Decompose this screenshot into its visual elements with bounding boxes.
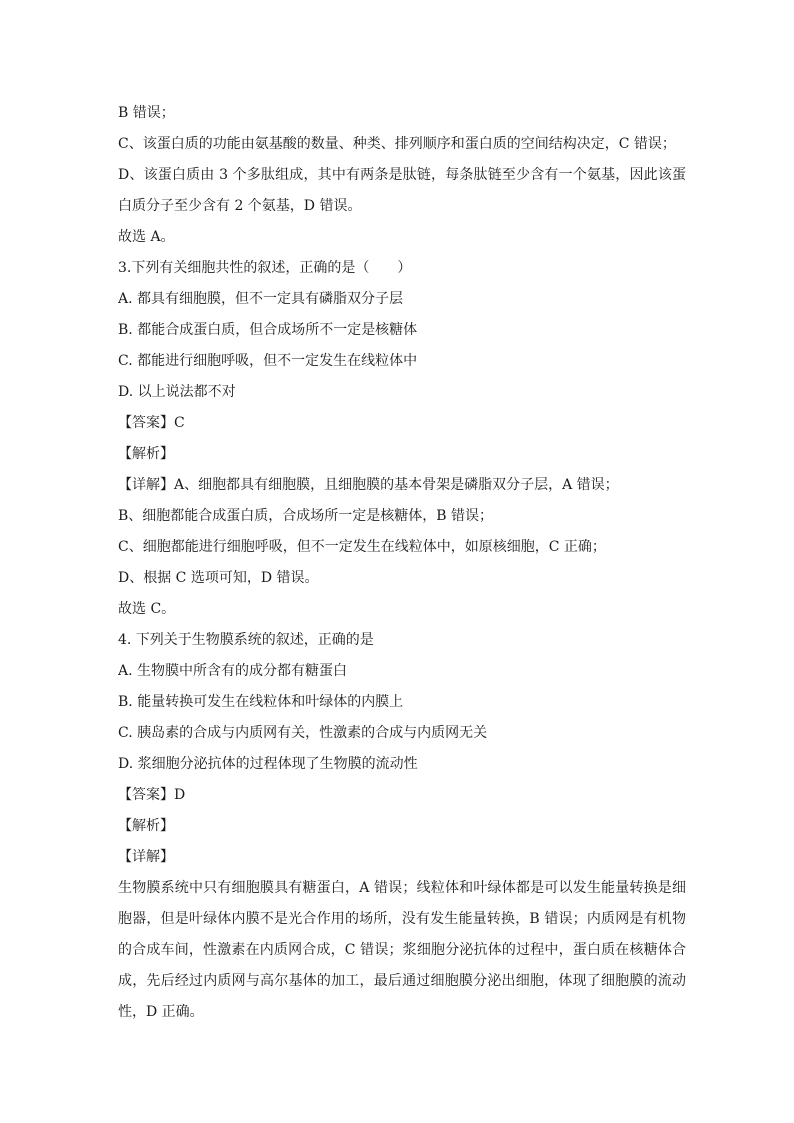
question-3-detail-line: C、细胞都能进行细胞呼吸，但不一定发生在线粒体中，如原核细胞，C 正确； bbox=[118, 539, 606, 555]
question-3-detail-line: 【详解】A、细胞都具有细胞膜，且细胞膜的基本骨架是磷脂双分子层，A 错误； bbox=[118, 477, 619, 493]
text-paragraph: D、该蛋白质由 3 个多肽组成，其中有两条是肽链，每条肽链至少含有一个氨基，因此该蛋白质分子至少含有 2 个氨基，D 错误。 bbox=[118, 167, 686, 214]
question-3-stem: 3.下列有关细胞共性的叙述，正确的是（ ） bbox=[118, 260, 412, 276]
text-line: C、该蛋白质的功能由氨基酸的数量、种类、排列顺序和蛋白质的空间结构决定，C 错误； bbox=[118, 136, 676, 152]
question-3-answer: 【答案】C bbox=[118, 415, 185, 431]
question-3-option-c: C. 都能进行细胞呼吸，但不一定发生在线粒体中 bbox=[118, 353, 418, 369]
question-3-option-d: D. 以上说法都不对 bbox=[118, 384, 236, 400]
question-3-detail-line: D、根据 C 选项可知，D 错误。 bbox=[118, 570, 319, 586]
conclusion-line: 故选 A。 bbox=[118, 229, 175, 245]
question-4-option-b: B. 能量转换可发生在线粒体和叶绿体的内膜上 bbox=[118, 694, 404, 710]
question-4-stem: 4. 下列关于生物膜系统的叙述，正确的是 bbox=[118, 632, 374, 648]
document-page bbox=[118, 98, 686, 1028]
question-4-analysis-label: 【解析】 bbox=[118, 818, 174, 834]
question-4-option-a: A. 生物膜中所含有的成分都有糖蛋白 bbox=[118, 663, 348, 679]
question-4-answer: 【答案】D bbox=[118, 787, 186, 803]
question-3-detail-line: B、细胞都能合成蛋白质，合成场所一定是核糖体，B 错误； bbox=[118, 508, 494, 524]
question-3-analysis-label: 【解析】 bbox=[118, 446, 174, 462]
text-line: B 错误； bbox=[118, 105, 175, 121]
question-4-detail-paragraph: 生物膜系统中只有细胞膜具有糖蛋白，A 错误；线粒体和叶绿体都是可以发生能量转换是细胞器，但是叶绿体内膜不是光合作用的场所，没有发生能量转换，B 错误；内质网是有机物的合成车间，性激素在内质网合成，C 错误；浆细胞分泌抗体的过程中，蛋白质在核糖体合成，先后经过内质网与高尔基体的加工，最后通过细胞膜分泌出细胞，体现了细胞膜的流动性，D 正确。 bbox=[118, 880, 686, 1020]
question-3-option-a: A. 都具有细胞膜，但不一定具有磷脂双分子层 bbox=[118, 291, 404, 307]
question-4-detail-label: 【详解】 bbox=[118, 849, 174, 865]
question-4-option-c: C. 胰岛素的合成与内质网有关，性激素的合成与内质网无关 bbox=[118, 725, 488, 741]
question-3-conclusion: 故选 C。 bbox=[118, 601, 176, 617]
question-4-option-d: D. 浆细胞分泌抗体的过程体现了生物膜的流动性 bbox=[118, 756, 418, 772]
question-3-option-b: B. 都能合成蛋白质，但合成场所不一定是核糖体 bbox=[118, 322, 418, 338]
